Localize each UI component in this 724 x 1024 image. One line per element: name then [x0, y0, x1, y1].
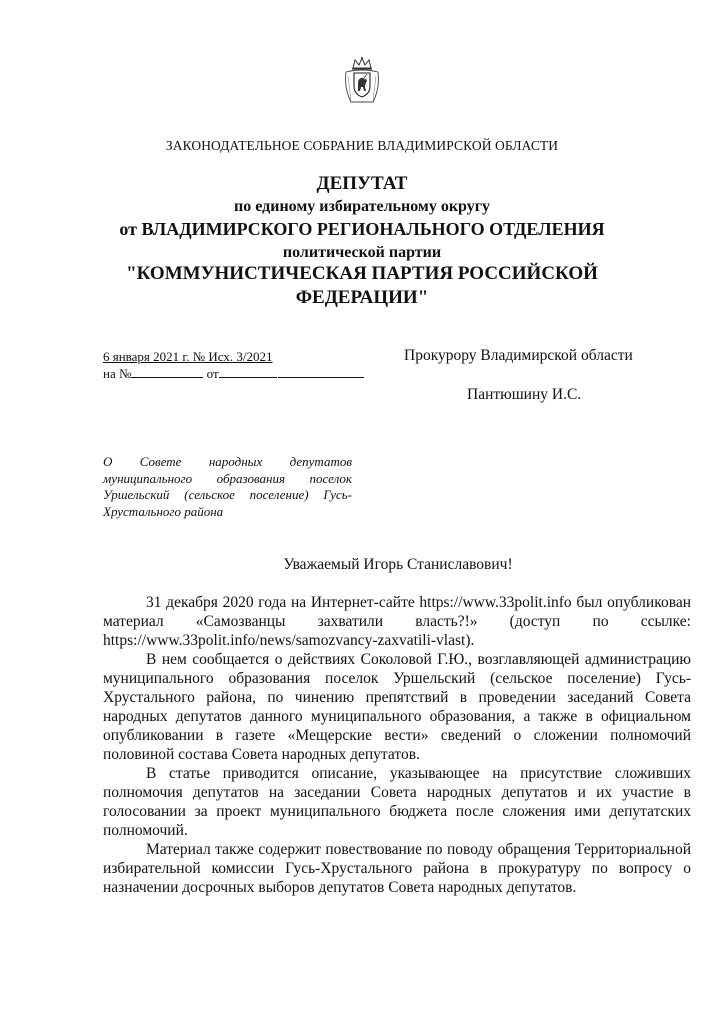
title-line-6: ФЕДЕРАЦИИ" — [295, 287, 429, 308]
title-line-1: ДЕПУТАТ — [316, 173, 408, 194]
reply-number-blank — [131, 365, 203, 378]
reply-prefix: на № — [103, 366, 132, 381]
title-line-2: по единому избирательному округу — [234, 198, 490, 215]
letter-body — [103, 593, 691, 897]
body-paragraph: Материал также содержит повествование по поводу обращения Территориальной избирательной комиссии Гусь-Хрустального района в прокуратуру по вопросу о назначении досрочных выборов депутатов Совета народных депутатов. — [103, 841, 691, 896]
title-line-5: "КОММУНИСТИЧЕСКАЯ ПАРТИЯ РОССИЙСКОЙ — [126, 263, 598, 284]
addressee-title: Прокурору Владимирской области — [404, 347, 633, 364]
reply-date-blank — [219, 365, 277, 378]
reply-from: от — [206, 366, 219, 381]
organization-name: ЗАКОНОДАТЕЛЬНОЕ СОБРАНИЕ ВЛАДИМИРСКОЙ ОБЛАСТИ — [165, 138, 559, 153]
coat-of-arms-icon — [342, 56, 382, 106]
outgoing-reference — [103, 348, 364, 382]
body-paragraph: В нем сообщается о действиях Соколовой Г.Ю., возглавляющей администрацию муниципального образования поселок Уршельский (сельское поселение) Гусь-Хрустального района, по чинению препятствий в проведении заседаний Совета народных депутатов данного муниципального образования, а также в официальном опубликовании в газете «Мещерские вести» сведений о сложении полномочий половиной состава Совета народных депутатов. — [103, 651, 691, 763]
body-paragraph: 31 декабря 2020 года на Интернет-сайте https://www.33polit.info был опубликован материал «Самозванцы захватили власть?!» (доступ по ссылке: https://www.33polit.info/news/samozvancy-zaxvatili-vlast). — [103, 594, 691, 649]
reply-reference-line — [103, 365, 364, 382]
title-line-3: от ВЛАДИМИРСКОГО РЕГИОНАЛЬНОГО ОТДЕЛЕНИЯ — [119, 219, 605, 239]
outgoing-date-number: 6 января 2021 г. № Исх. 3/2021 — [103, 349, 273, 364]
title-line-4: политической партии — [282, 244, 442, 261]
reply-extra-blank — [278, 365, 364, 378]
body-paragraph: В статье приводится описание, указывающее на присутствие сложивших полномочия депутатов на заседании Совета народных депутатов и их участие в голосовании за проект муниципального бюджета после сложения ими депутатских полномочий. — [103, 765, 691, 839]
letter-subject: О Совете народных депутатов муниципального образования поселок Уршельский (сельское поселение) Гусь-Хрустального района — [103, 454, 352, 519]
addressee-name: Пантюшину И.С. — [467, 386, 582, 403]
greeting: Уважаемый Игорь Станиславович! — [283, 556, 513, 573]
